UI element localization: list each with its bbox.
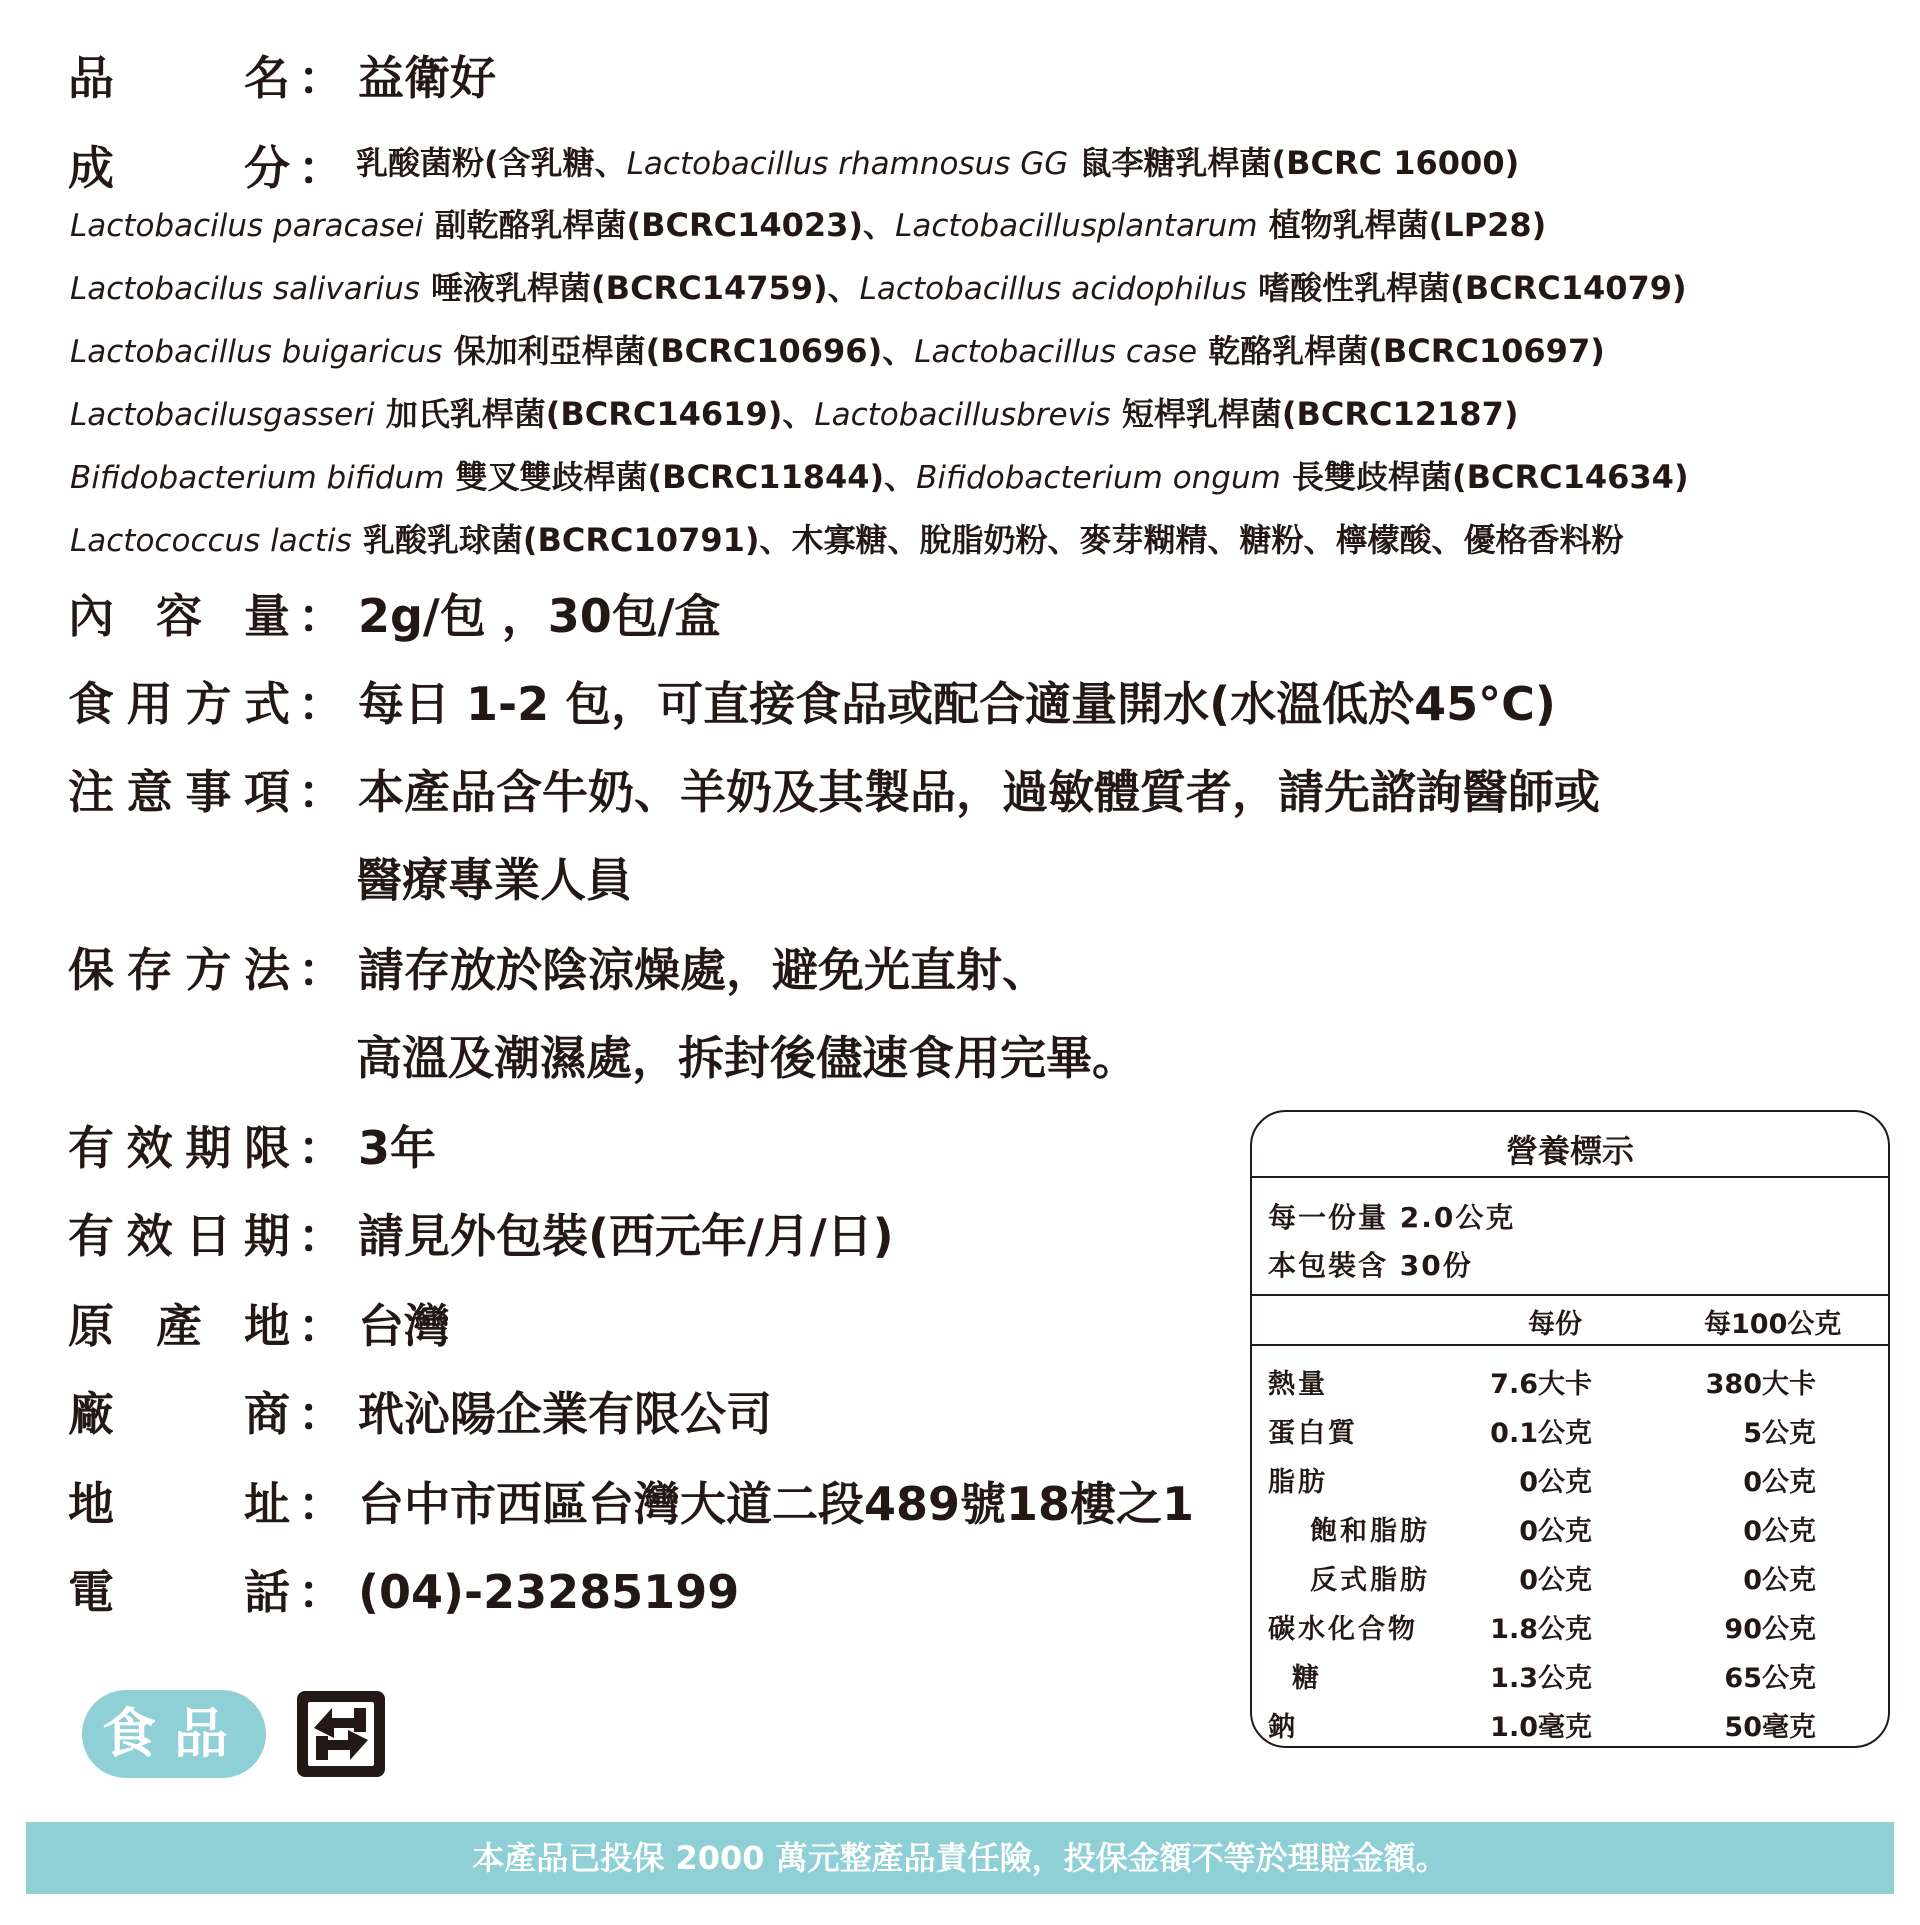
species-latin-name: Lactobacilusgasseri: [70, 397, 375, 433]
ingredient-line: [70, 326, 1605, 372]
phone-value: (04)-23285199: [358, 1565, 740, 1619]
nutrient-name: 蛋白質: [1268, 1418, 1358, 1449]
nutrient-per-100g: 0公克: [1743, 1516, 1816, 1547]
species-latin-name: Lactobacillusplantarum: [895, 208, 1258, 244]
species-latin-name: Lactobacilus salivarius: [70, 271, 420, 307]
nutrient-per-serving: 7.6大卡: [1490, 1369, 1592, 1400]
ingredient-text: 加氏乳桿菌(BCRC14619)、: [374, 395, 815, 433]
phone-row: 電 話 ： (04)-23285199: [68, 1556, 739, 1622]
nutrition-row: [1252, 1411, 1888, 1460]
expiry-label: 有 效 日 期: [68, 1209, 290, 1263]
caution-row: 注 意 事 項 ： 本產品含牛奶、羊奶及其製品，過敏體質者，請先諮詢醫師或: [68, 756, 1600, 822]
nutrient-name: 熱量: [1268, 1369, 1328, 1400]
species-latin-name: Lactobacillus buigaricus: [70, 334, 443, 370]
nutrition-col-per-100g: 每100公克: [1704, 1309, 1842, 1340]
nutrition-row: [1252, 1558, 1888, 1607]
ingredient-text: 乳酸乳球菌(BCRC10791)、木寡糖、脫脂奶粉、麥芽糊精、糖粉、檸檬酸、優格香料粉: [351, 521, 1624, 559]
insurance-footer: 本產品已投保 2000 萬元整產品責任險，投保金額不等於理賠金額。: [26, 1822, 1894, 1894]
nutrition-row: [1252, 1509, 1888, 1558]
caution-line2: 醫療專業人員: [356, 853, 632, 907]
nutrient-per-100g: 50毫克: [1724, 1712, 1816, 1743]
nutrition-row: [1252, 1705, 1888, 1754]
shelf-life-row: 有 效 期 限 ： 3年: [68, 1112, 436, 1178]
nutrition-divider: [1252, 1344, 1888, 1346]
ingredient-text: 乳酸菌粉(含乳糖、: [356, 144, 627, 182]
nutrient-name: 碳水化合物: [1268, 1614, 1418, 1645]
ingredient-text: 雙叉雙歧桿菌(BCRC11844)、: [444, 458, 917, 496]
ingredient-text: 副乾酪乳桿菌(BCRC14023)、: [423, 206, 896, 244]
nutrient-per-serving: 1.0毫克: [1490, 1712, 1592, 1743]
origin-row: 原 產 地 ： 台灣: [68, 1290, 450, 1356]
phone-label: 電 話: [68, 1565, 290, 1619]
ingredients-label: 成 分: [68, 141, 290, 195]
nutrient-name: 飽和脂肪: [1310, 1516, 1430, 1547]
shelf-life-label: 有 效 期 限: [68, 1121, 290, 1175]
nutrient-per-100g: 0公克: [1743, 1565, 1816, 1596]
nutrient-per-100g: 0公克: [1743, 1467, 1816, 1498]
content-label: 內 容 量: [68, 589, 290, 643]
expiry-value: 請見外包裝(西元年/月/日): [358, 1209, 894, 1263]
storage-line2: 高溫及潮濕處，拆封後儘速食用完畢。: [356, 1031, 1138, 1085]
nutrient-per-serving: 1.8公克: [1490, 1614, 1592, 1645]
nutrition-title: 營養標示: [1505, 1132, 1634, 1170]
content-value: 2g/包 ，30包/盒: [358, 589, 721, 643]
usage-value: 每日 1-2 包，可直接食品或配合適量開水(水溫低於45°C): [358, 677, 1556, 731]
nutrition-servings: 本包裝含 30份: [1268, 1249, 1473, 1282]
nutrient-name: 脂肪: [1268, 1467, 1328, 1498]
ingredient-line: [70, 200, 1546, 246]
ingredient-text: 保加利亞桿菌(BCRC10696)、: [442, 332, 915, 370]
expiry-row: 有 效 日 期 ： 請見外包裝(西元年/月/日): [68, 1200, 894, 1266]
address-value: 台中市西區台灣大道二段489號18樓之1: [358, 1477, 1195, 1531]
nutrient-per-100g: 65公克: [1724, 1663, 1816, 1694]
nutrient-name: 反式脂肪: [1310, 1565, 1430, 1596]
nutrient-per-serving: 0公克: [1519, 1565, 1592, 1596]
nutrient-per-100g: 380大卡: [1705, 1369, 1816, 1400]
nutrition-row: [1252, 1362, 1888, 1411]
address-row: 地 址 ： 台中市西區台灣大道二段489號18樓之1: [68, 1468, 1194, 1534]
shelf-life-value: 3年: [358, 1121, 437, 1175]
ingredient-text: 嗜酸性乳桿菌(BCRC14079): [1246, 269, 1687, 307]
species-latin-name: Lactobacilus paracasei: [70, 208, 424, 244]
ingredient-line: [70, 452, 1689, 498]
storage-line1: 請存放於陰涼燥處，避免光直射、: [358, 943, 1048, 997]
nutrition-divider: [1252, 1294, 1888, 1296]
nutrient-name: 鈉: [1268, 1712, 1298, 1743]
nutrition-row: [1252, 1460, 1888, 1509]
nutrient-per-serving: 0公克: [1519, 1516, 1592, 1547]
ingredient-text: 乾酪乳桿菌(BCRC10697): [1197, 332, 1605, 370]
maker-row: 廠 商 ： 玳沁陽企業有限公司: [68, 1378, 772, 1444]
nutrient-per-100g: 90公克: [1724, 1614, 1816, 1645]
maker-label: 廠 商: [68, 1387, 290, 1441]
species-latin-name: Lactobacillus acidophilus: [859, 271, 1247, 307]
species-latin-name: Lactobacillus rhamnosus GG: [626, 146, 1069, 182]
content-row: 內 容 量 ： 2g/包 ，30包/盒: [68, 580, 721, 646]
origin-value: 台灣: [358, 1299, 450, 1353]
caution-line1: 本產品含牛奶、羊奶及其製品，過敏體質者，請先諮詢醫師或: [358, 765, 1600, 819]
caution-label: 注 意 事 項: [68, 765, 290, 819]
nutrient-per-100g: 5公克: [1743, 1418, 1816, 1449]
ingredient-text: 植物乳桿菌(LP28): [1257, 206, 1547, 244]
storage-label: 保 存 方 法: [68, 943, 290, 997]
nutrient-name: 糖: [1292, 1663, 1322, 1694]
nutrition-divider: [1252, 1176, 1888, 1178]
nutrient-per-serving: 0.1公克: [1490, 1418, 1592, 1449]
storage-row: 保 存 方 法 ： 請存放於陰涼燥處，避免光直射、: [68, 934, 1048, 1000]
ingredient-text: 鼠李糖乳桿菌(BCRC 16000): [1068, 144, 1520, 182]
product-name-row: 品 名 ： 益衛好: [68, 42, 496, 108]
nutrition-col-per-serving: 每份: [1528, 1309, 1582, 1340]
ingredient-text: 唾液乳桿菌(BCRC14759)、: [419, 269, 860, 307]
ingredient-line: [70, 389, 1518, 435]
ingredient-text: 短桿乳桿菌(BCRC12187): [1110, 395, 1519, 433]
ingredient-line: [356, 138, 1519, 184]
usage-row: 食 用 方 式 ： 每日 1-2 包，可直接食品或配合適量開水(水溫低於45°C): [68, 668, 1556, 734]
species-latin-name: Lactobacillusbrevis: [814, 397, 1111, 433]
ingredients-row: 成 分 ：: [68, 132, 358, 198]
species-latin-name: Bifidobacterium ongum: [916, 460, 1281, 496]
address-label: 地 址: [68, 1477, 290, 1531]
nutrition-row: [1252, 1607, 1888, 1656]
product-name-value: 益衛好: [358, 51, 496, 105]
nutrition-serving-size: 每一份量 2.0公克: [1268, 1201, 1516, 1234]
ingredient-line: [70, 263, 1687, 309]
food-badge: 食品: [82, 1690, 266, 1778]
maker-value: 玳沁陽企業有限公司: [358, 1387, 772, 1441]
nutrition-table: [1250, 1110, 1890, 1748]
nutrient-per-serving: 1.3公克: [1490, 1663, 1592, 1694]
species-latin-name: Bifidobacterium bifidum: [70, 460, 445, 496]
recycle-icon: [294, 1688, 388, 1780]
product-name-label: 品 名: [68, 51, 290, 105]
species-latin-name: Lactobacillus case: [914, 334, 1198, 370]
usage-label: 食 用 方 式: [68, 677, 290, 731]
species-latin-name: Lactococcus lactis: [70, 523, 352, 559]
nutrition-row: [1252, 1656, 1888, 1705]
ingredient-text: 長雙歧桿菌(BCRC14634): [1280, 458, 1689, 496]
ingredient-line: [70, 515, 1624, 561]
nutrient-per-serving: 0公克: [1519, 1467, 1592, 1498]
origin-label: 原 產 地: [68, 1299, 290, 1353]
